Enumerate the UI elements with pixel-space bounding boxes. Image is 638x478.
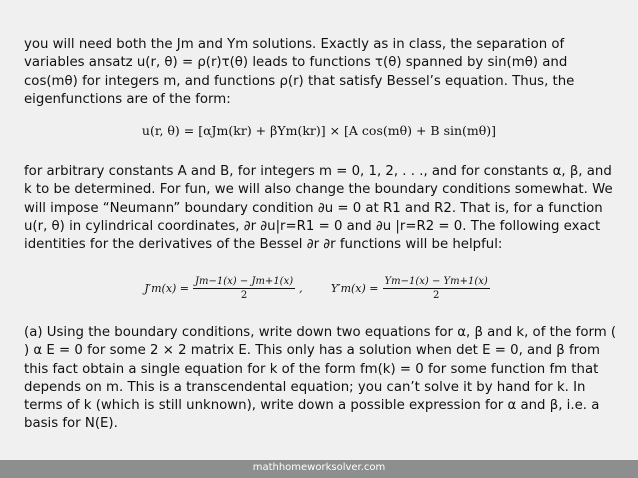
paragraph-question-a: (a) Using the boundary conditions, write down two equations for α, β and k, of the form ( ) α E = 0 for some 2 × 2 matrix E. This only has a solution when det E = 0, and β from this fact obtain a single equation for k of the form fm(k) = 0 for some function fm that depends on m. This is a transcendental equation; you can’t solve it by hand for k. In terms of k (which is still unknown), write down a possible expression for α and β, i.e. a basis for N(E).	[24, 325, 617, 432]
paragraph-intro: you will need both the Jm and Ym solutions. Exactly as in class, the separation of variables ansatz u(r, θ) = ρ(r)τ(θ) leads to functions τ(θ) spanned by sin(mθ) and cos(mθ) for integers m, and functions ρ(r) that satisfy Bessel’s equation. Thus, the eigenfunctions are of the form:	[24, 37, 575, 107]
paragraph-boundary-conditions: for arbitrary constants A and B, for integers m = 0, 1, 2, . . ., and for constants α, β, and k to be determined. For fun, we will also change the boundary conditions somewhat. We will impose “Neumann” boundary condition ∂u = 0 at R1 and R2. That is, for a function u(r, θ) in cylindrical coordinates, ∂r ∂u|r=R1 = 0 and ∂u |r=R2 = 0. The following exact identities for the derivatives of the Bessel ∂r ∂r functions will be helpful:	[24, 164, 613, 253]
yprime-lhs: Y′m(x) =	[330, 282, 379, 295]
jprime-denominator: 2	[240, 290, 248, 301]
equation-jprime	[144, 276, 302, 301]
footer-watermark: mathhomeworksolver.com	[252, 462, 386, 473]
yprime-denominator: 2	[432, 290, 440, 301]
equation-bessel-derivatives	[0, 276, 638, 310]
equation-yprime	[331, 276, 494, 301]
jprime-lhs: J′m(x) =	[144, 282, 190, 295]
equation-separator: ,	[299, 282, 303, 295]
jprime-numerator: Jm−1(x) − Jm+1(x)	[195, 276, 294, 287]
equation-eigenfunction	[0, 123, 638, 138]
equation-eigenfunction-text: u(r, θ) = [αJm(kr) + βYm(kr)] × [A cos(mθ) + B sin(mθ)]	[141, 123, 497, 138]
yprime-numerator: Ym−1(x) − Ym+1(x)	[384, 276, 488, 287]
yprime-fraction	[383, 276, 490, 301]
jprime-fraction	[193, 276, 295, 301]
